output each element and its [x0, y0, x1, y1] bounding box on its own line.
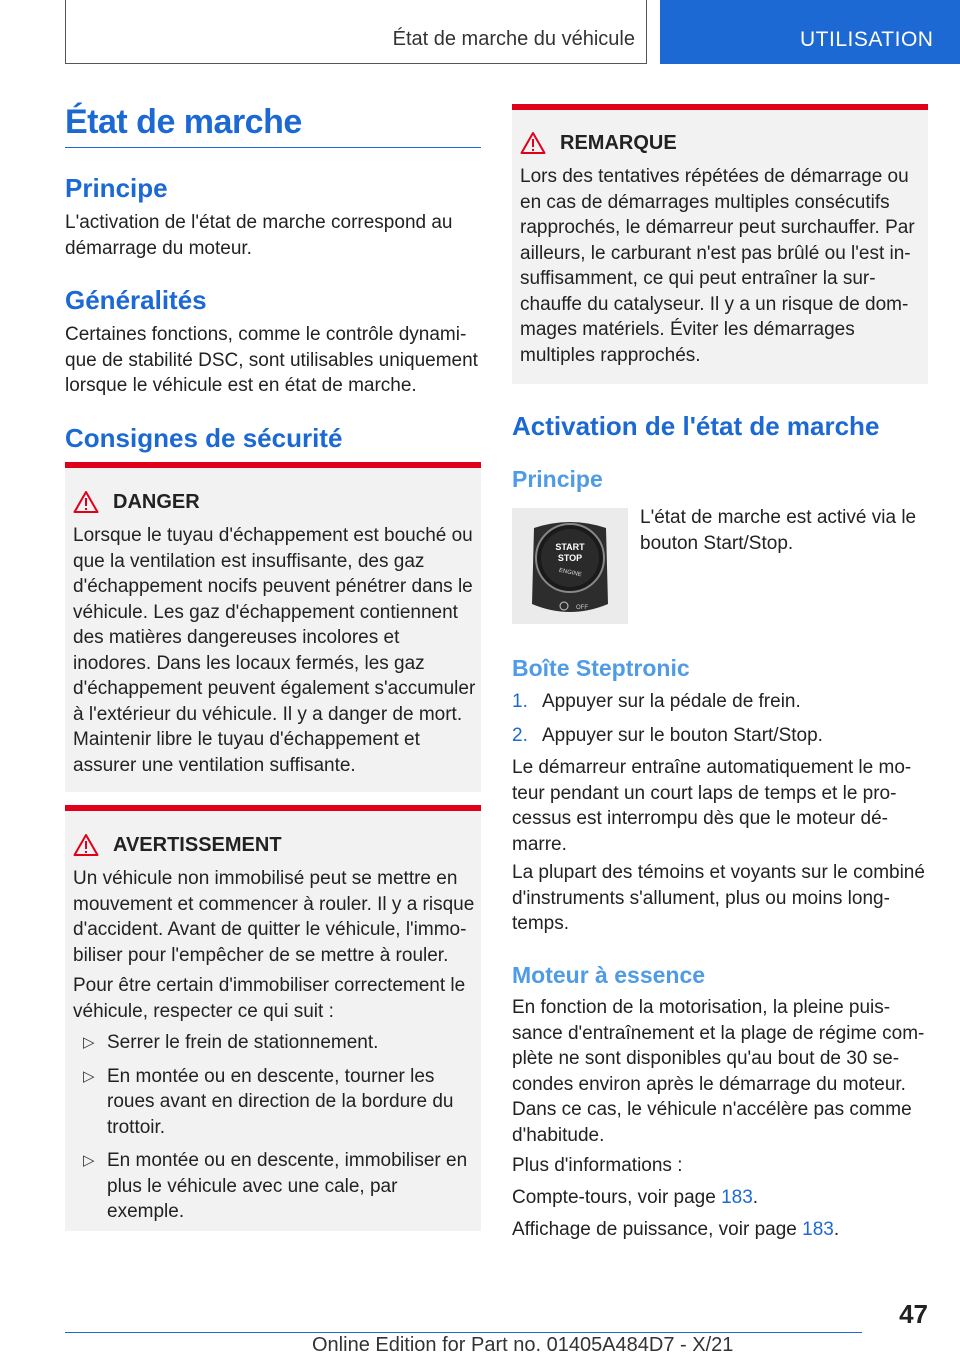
- generalites-heading: Généralités: [65, 285, 207, 315]
- activation-principe-text: L'état de marche est activé via le bouton Start/Stop.: [640, 507, 917, 554]
- list-item: ▷ En montée ou en descente, immobiliser en plus le véhicule avec une cale, par exemple.: [83, 1150, 468, 1222]
- avertissement-text-1: Un véhicule non immobilisé peut se mettre en mouvement et commencer à rouler. Il y a risque d'accident. Avant de quitter le véhicule, l'immobiliser pour l'empêcher de se mettre à rouler.: [73, 868, 475, 966]
- avertissement-box: [65, 805, 481, 1231]
- reference-power-display: Affichage de puissance, voir page 183.: [512, 1219, 840, 1240]
- start-label: START: [555, 542, 585, 552]
- plus-info: Plus d'informations :: [512, 1155, 683, 1176]
- page-number: 47: [899, 1299, 928, 1329]
- list-item: 1. Appuyer sur la pédale de frein.: [512, 691, 801, 712]
- engine-label: ENGINE: [558, 567, 583, 579]
- page-link-183[interactable]: 183: [802, 1219, 834, 1240]
- steptronic-text-2: La plupart des témoins et voyants sur le combiné d'instruments s'allument, plus ou moins longtemps.: [512, 862, 925, 934]
- footer-rule: [65, 1332, 862, 1333]
- remarque-label: REMARQUE: [560, 131, 677, 154]
- principe-text: L'activation de l'état de marche correspond au démarrage du moteur.: [65, 212, 453, 259]
- danger-box: [65, 462, 481, 792]
- steptronic-heading: Boîte Steptronic: [512, 655, 690, 681]
- title-rule: [65, 147, 481, 148]
- page-link-183[interactable]: 183: [721, 1187, 753, 1208]
- principe-heading: Principe: [65, 173, 168, 203]
- warning-triangle-icon: [520, 131, 546, 155]
- list-item: 2. Appuyer sur le bouton Start/Stop.: [512, 724, 823, 746]
- page-title: État de marche: [65, 103, 302, 141]
- start-stop-button-icon: [512, 508, 628, 624]
- danger-bar: [65, 462, 481, 468]
- warning-triangle-icon: [73, 490, 99, 514]
- footer-edition: Online Edition for Part no. 01405A484D7 - X/21: [312, 1334, 734, 1356]
- avertissement-title: [73, 833, 282, 857]
- header-section-title: État de marche du véhicule: [392, 28, 635, 50]
- remarque-text: Lors des tentatives répétées de démarrage ou en cas de démarrages multiples consécutifs rapprochés, le démarreur peut surchauffer. Par ailleurs, le carburant n'est pas brûlé ou l'est insuffisamment, ce qui peut entraîner la surchauffe du catalyseur. Il y a un risque de dommages matériels. Éviter les démarrages multiples rapprochés.: [520, 166, 915, 366]
- triangle-bullet-icon: ▷: [83, 1034, 95, 1051]
- danger-title: [73, 490, 200, 514]
- off-label: OFF: [576, 605, 588, 611]
- reference-tachometer: Compte-tours, voir page 183.: [512, 1187, 759, 1208]
- stop-label: STOP: [557, 553, 583, 563]
- list-item: ▷ En montée ou en descente, tourner les roues avant en direction de la bordure du trottoir.: [83, 1065, 454, 1138]
- essence-heading: Moteur à essence: [512, 962, 706, 988]
- start-stop-button-image: [512, 508, 628, 624]
- triangle-bullet-icon: ▷: [83, 1152, 95, 1169]
- avertissement-label: AVERTISSEMENT: [113, 833, 282, 856]
- steptronic-steps: [512, 689, 928, 756]
- header-chapter-tab[interactable]: UTILISATION: [660, 0, 960, 64]
- essence-text: En fonction de la motorisation, la pleine puissance d'entraînement et la plage de régime complète ne sont disponibles qu'au bout de 30 secondes environ après le démarrage du moteur. Dans ce cas, le véhicule n'accélère pas comme d'habitude.: [512, 997, 925, 1146]
- generalites-text: Certaines fonctions, comme le contrôle dynamique de stabilité DSC, sont utilisables uniquement lorsque le véhicule est en état de marche.: [65, 324, 478, 396]
- warning-triangle-icon: [73, 833, 99, 857]
- activation-heading: Activation de l'état de marche: [512, 411, 880, 441]
- steptronic-text-1: Le démarreur entraîne automatiquement le moteur pendant un court laps de temps et le processus est interrompu dès que le moteur démarre.: [512, 757, 912, 855]
- remarque-box: [512, 104, 928, 384]
- triangle-bullet-icon: ▷: [83, 1067, 95, 1085]
- activation-principe-heading: Principe: [512, 466, 603, 492]
- avertissement-list: [73, 1030, 477, 1233]
- danger-text: Lorsque le tuyau d'échappement est bouché ou que la ventilation est insuffisante, des gaz d'échappement nocifs peuvent pénétrer dans le véhicule. Les gaz d'échappement contiennent des matières dangereuses incolores et inodores. Dans les locaux fermés, les gaz d'échappement peuvent également s'accumuler à l'extérieur du véhicule. Il y a danger de mort. Maintenir libre le tuyau d'échappement et assurer une ventilation suffisante.: [73, 525, 476, 776]
- danger-label: DANGER: [113, 490, 200, 513]
- avertissement-text-2: Pour être certain d'immobiliser correctement le véhicule, respecter ce qui suit :: [73, 975, 466, 1022]
- consignes-heading: Consignes de sécurité: [65, 423, 343, 453]
- list-item: ▷ Serrer le frein de stationnement.: [73, 1030, 477, 1056]
- avertissement-bar: [65, 805, 481, 811]
- remarque-title: [520, 131, 677, 155]
- remarque-bar: [512, 104, 928, 110]
